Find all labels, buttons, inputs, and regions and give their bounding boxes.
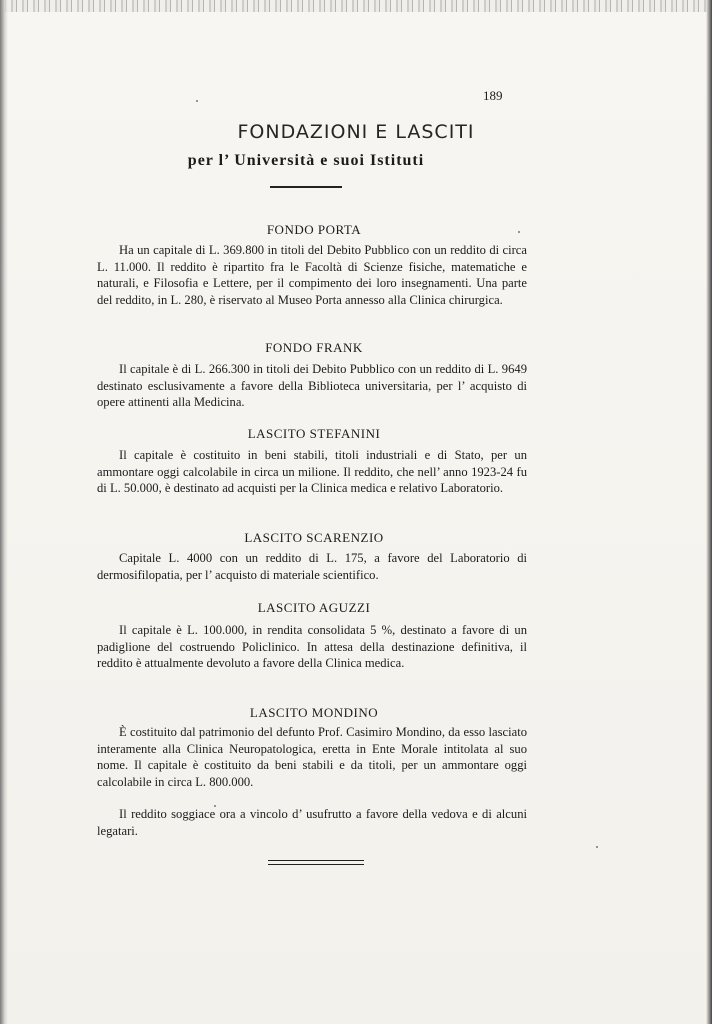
closing-rule xyxy=(268,864,364,865)
section-paragraph: Il capitale è costituito in beni stabili, titoli industriali e di Stato, per un ammontare oggi calcolabile in circa un milione. Il reddito, che nell’ anno 1923-24 fu di L. 50.000, è destinato ad acquisti per la Clinica medica e relativo Laboratorio. xyxy=(97,448,527,496)
section-heading: FONDO PORTA xyxy=(266,222,362,237)
section-heading: LASCITO STEFANINI xyxy=(247,426,381,441)
section-heading: LASCITO MONDINO xyxy=(249,705,379,720)
closing-rule xyxy=(268,860,364,861)
page-title: FONDAZIONI E LASCITI xyxy=(237,121,475,143)
page-right-edge xyxy=(706,0,712,1024)
section-heading: LASCITO SCARENZIO xyxy=(244,530,384,545)
section-heading: FONDO FRANK xyxy=(265,340,363,355)
page-top-edge xyxy=(0,0,712,12)
scan-speck xyxy=(596,846,598,848)
section-paragraph: Il capitale è L. 100.000, in rendita consolidata 5 %, destinato a favore di un padiglione del costruendo Policlinico. In attesa della destinazione definitiva, il reddito è attualmente devoluto a favore della Clinica medica. xyxy=(97,623,527,671)
section-paragraph: Ha un capitale di L. 369.800 in titoli del Debito Pubblico con un reddito di circa L. 11.000. Il reddito è ripartito fra le Facoltà di Scienze fisiche, matematiche e naturali, e Filosofia e Lettere, per il compimento dei loro insegnamenti. Una parte del reddito, in L. 280, è riservato al Museo Porta annesso alla Clinica chirurgica. xyxy=(97,243,527,307)
page-number: 189 xyxy=(483,88,503,103)
section-paragraph: È costituito dal patrimonio del defunto Prof. Casimiro Mondino, da esso lasciato interamente alla Clinica Neuropatologica, eretta in Ente Morale intitolata al suo nome. Il capitale è costituito da beni stabili e da titoli, per un ammontare oggi calcolabile in circa L. 800.000. xyxy=(97,725,527,789)
scan-speck xyxy=(196,100,198,102)
section-heading: LASCITO AGUZZI xyxy=(257,600,371,615)
section-paragraph: Capitale L. 4000 con un reddito di L. 175, a favore del Laboratorio di dermosifilopatia, per l’ acquisto di materiale scientifico. xyxy=(97,551,527,582)
page-subtitle: per l’ Università e suoi Istituti xyxy=(187,152,425,169)
section-paragraph: Il capitale è di L. 266.300 in titoli dei Debito Pubblico con un reddito di L. 9649 destinato esclusivamente a favore della Biblioteca universitaria, per l’ acquisto di opere attinenti alla Medicina. xyxy=(97,362,527,410)
title-rule xyxy=(270,186,342,188)
section-paragraph: Il reddito soggiace ora a vincolo d’ usufrutto a favore della vedova e di alcuni legatari. xyxy=(97,807,527,838)
